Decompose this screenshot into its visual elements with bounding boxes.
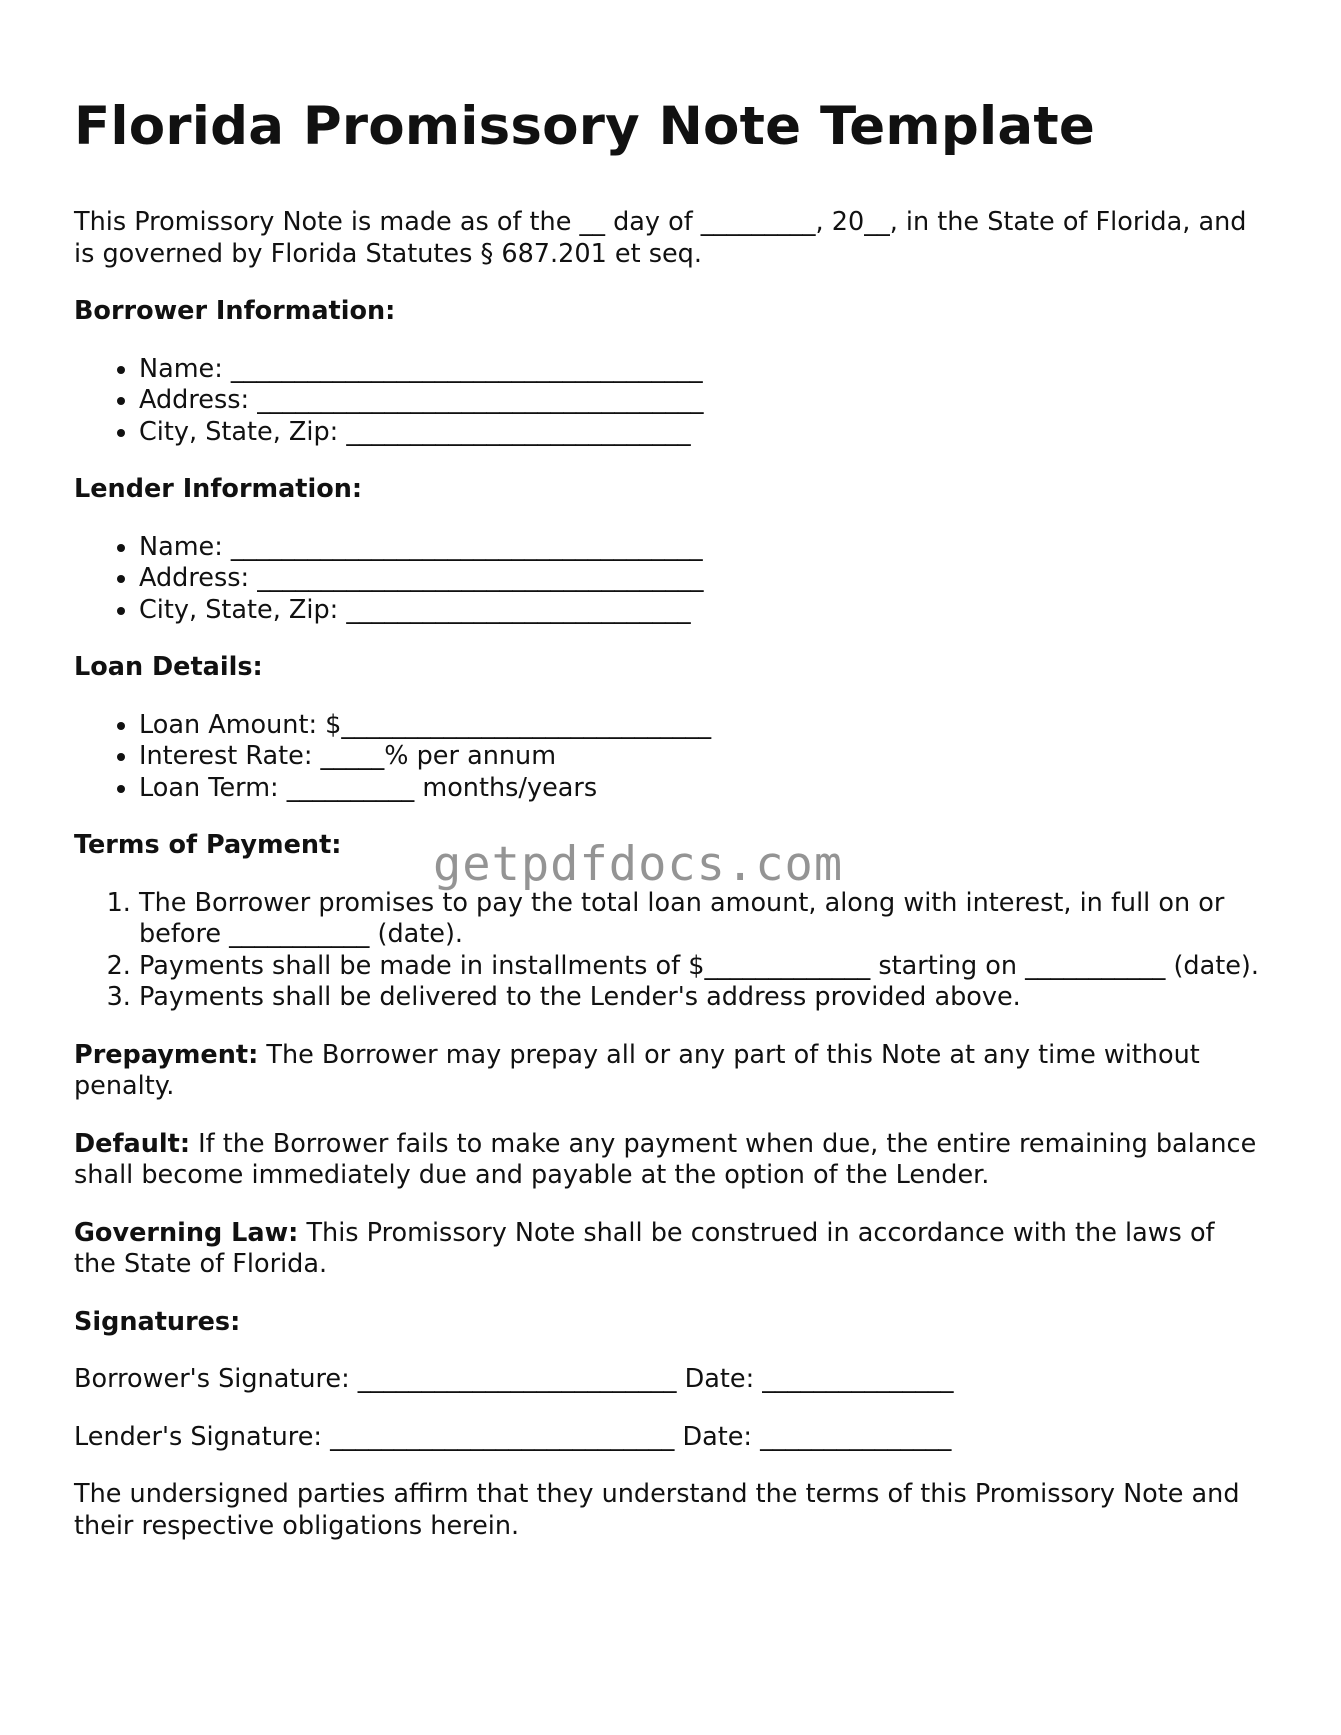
lender-address-field: • Address: ___________________________________ <box>139 563 1264 595</box>
payment-term-item: 1. The Borrower promises to pay the total loan amount, along with interest, in full on or before ___________ (date). <box>139 888 1264 951</box>
borrower-list <box>74 354 1264 449</box>
intro-paragraph: This Promissory Note is made as of the __ day of _________, 20__, in the State of Florida, and is governed by Florida Statutes § 687.201 et seq. <box>74 207 1247 269</box>
lender-city-field: • City, State, Zip: ___________________________ <box>139 595 1264 627</box>
loan-heading: Loan Details: <box>74 652 263 682</box>
interest-rate-field: • Interest Rate: _____% per annum <box>139 741 1264 773</box>
lender-heading: Lender Information: <box>74 474 363 504</box>
loan-amount-field: • Loan Amount: $_____________________________ <box>139 710 1264 742</box>
default-paragraph <box>74 1129 1264 1192</box>
signatures-heading: Signatures: <box>74 1306 241 1337</box>
lender-list <box>74 532 1264 627</box>
document-title: Florida Promissory Note Template <box>74 96 1096 157</box>
payment-list <box>74 888 1264 1014</box>
governing-law-paragraph <box>74 1218 1264 1281</box>
payment-term-item: 2. Payments shall be made in installments of $_____________ starting on ___________ (date). <box>139 951 1264 983</box>
borrower-name-field: • Name: _____________________________________ <box>139 354 1264 386</box>
borrower-signature-line: Borrower's Signature: _________________________ Date: _______________ <box>74 1364 954 1394</box>
prepayment-paragraph <box>74 1040 1264 1103</box>
watermark: getpdfdocs.com <box>433 837 844 892</box>
loan-list <box>74 710 1264 805</box>
closing-paragraph: The undersigned parties affirm that they understand the terms of this Promissory Note and their respective obligations herein. <box>74 1479 1240 1541</box>
document-page <box>74 0 1264 1542</box>
governing-law-label: Governing Law: <box>74 1217 299 1248</box>
borrower-city-field: • City, State, Zip: ___________________________ <box>139 417 1264 449</box>
default-text: If the Borrower fails to make any payment when due, the entire remaining balance shall become immediately due and payable at the option of the Lender. <box>74 1128 1257 1190</box>
governing-law-text: This Promissory Note shall be construed in accordance with the laws of the State of Florida. <box>74 1217 1215 1279</box>
prepayment-label: Prepayment: <box>74 1039 259 1070</box>
loan-term-field: • Loan Term: __________ months/years <box>139 773 1264 805</box>
lender-signature-line: Lender's Signature: ___________________________ Date: _______________ <box>74 1421 952 1452</box>
payment-heading: Terms of Payment: <box>74 830 342 860</box>
prepayment-text: The Borrower may prepay all or any part of this Note at any time without penalty. <box>74 1039 1200 1101</box>
borrower-heading: Borrower Information: <box>74 296 396 326</box>
borrower-address-field: • Address: ___________________________________ <box>139 385 1264 417</box>
lender-name-field: • Name: _____________________________________ <box>139 532 1264 564</box>
default-label: Default: <box>74 1128 191 1159</box>
payment-term-item: 3. Payments shall be delivered to the Lender's address provided above. <box>139 982 1264 1014</box>
